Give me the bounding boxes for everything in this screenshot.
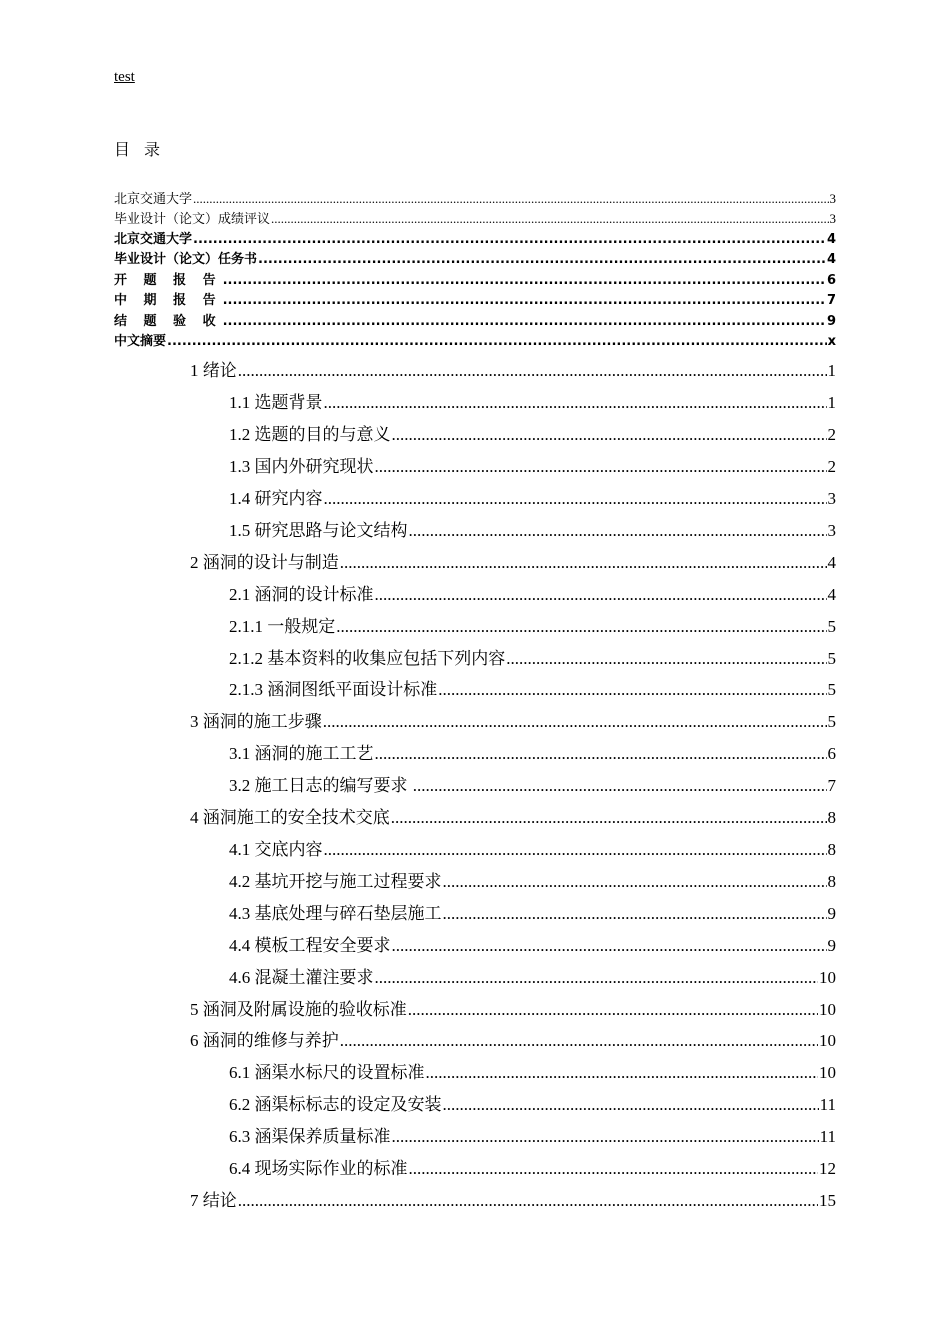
toc-entry-page: 3: [829, 211, 836, 226]
toc-entry-page: 8: [827, 872, 836, 891]
toc-title: 目录: [114, 142, 175, 159]
toc-leader: [375, 965, 819, 991]
toc-entry[interactable]: [229, 869, 836, 895]
toc-leader: [223, 312, 826, 332]
toc-entry-page: x: [827, 334, 836, 349]
toc-entry-label: 7 结论: [190, 1191, 237, 1210]
toc-entry[interactable]: [114, 271, 836, 291]
toc-entry[interactable]: [114, 209, 836, 229]
toc-entry-page: 8: [827, 840, 836, 859]
toc-entry-label: 1 绪论: [190, 361, 237, 380]
toc-leader: [258, 250, 826, 270]
toc-entry-label: 中文摘要: [114, 334, 167, 349]
toc-entry-label: 北京交通大学: [114, 191, 193, 206]
toc-entry-label: 4.1 交底内容: [229, 840, 323, 859]
toc-entry-page: 4: [826, 232, 836, 247]
toc-entry-page: 3: [829, 191, 836, 206]
toc-leader: [391, 805, 827, 831]
toc-entry-page: 5: [827, 649, 836, 668]
toc-entry[interactable]: [229, 901, 836, 927]
toc-entry-label: 4.2 基坑开挖与施工过程要求: [229, 872, 442, 891]
toc-entry-page: 10: [819, 1000, 836, 1019]
toc-entry[interactable]: [229, 1060, 836, 1086]
toc-entry-label: 4 涵洞施工的安全技术交底: [190, 808, 390, 827]
toc-leader: [375, 454, 827, 480]
toc-entry-label: 1.3 国内外研究现状: [229, 457, 374, 476]
toc-leader: [336, 614, 826, 640]
toc-entry[interactable]: [229, 646, 836, 672]
toc-leader: [413, 773, 827, 799]
toc-entry-page: 15: [819, 1191, 836, 1210]
toc-entry-label: 2.1.2 基本资料的收集应包括下列内容: [229, 649, 506, 668]
toc-entry[interactable]: [229, 965, 836, 991]
toc-entry[interactable]: [190, 1188, 836, 1214]
toc-leader: [324, 390, 827, 416]
header-link[interactable]: test: [114, 69, 135, 85]
toc-entry-label: 6.1 涵渠水标尺的设置标准: [229, 1063, 425, 1082]
toc-entry-label: 2.1.3 涵洞图纸平面设计标准: [229, 680, 438, 699]
toc-entry[interactable]: [229, 741, 836, 767]
toc-entry-page: 5: [827, 712, 836, 731]
toc-entry-label: 5 涵洞及附属设施的验收标准: [190, 1000, 407, 1019]
toc-leader: [324, 486, 827, 512]
toc-leader: [409, 1156, 819, 1182]
toc-entry[interactable]: [190, 997, 836, 1023]
toc-entry[interactable]: [114, 312, 836, 332]
toc-entry-page: 10: [819, 968, 836, 987]
toc-leader: [193, 189, 828, 209]
toc-entry[interactable]: [229, 486, 836, 512]
toc-entry-label: 毕业设计（论文）成绩评议: [114, 211, 271, 226]
toc-entry[interactable]: [229, 1092, 836, 1118]
toc-leader: [340, 1028, 818, 1054]
toc-entry-label: 开 题 报 告: [114, 273, 222, 288]
toc-entry[interactable]: [229, 614, 836, 640]
toc-entry-page: 8: [827, 808, 836, 827]
toc-entry-page: 7: [827, 776, 836, 795]
toc-entry-page: 10: [819, 1031, 836, 1050]
toc-entry-label: 毕业设计（论文）任务书: [114, 252, 258, 267]
toc-leader: [443, 901, 827, 927]
toc-entry[interactable]: [229, 773, 836, 799]
toc-entry[interactable]: [114, 189, 836, 209]
toc-leader: [426, 1060, 819, 1086]
toc-entry[interactable]: [229, 390, 836, 416]
toc-entry-label: 4.3 基底处理与碎石垫层施工: [229, 904, 442, 923]
toc-leader: [392, 1124, 819, 1150]
toc-entry[interactable]: [229, 1124, 836, 1150]
toc-entry-label: 结 题 验 收: [114, 314, 222, 329]
toc-entry-label: 1.5 研究思路与论文结构: [229, 521, 408, 540]
toc-leader: [443, 869, 827, 895]
toc-entry[interactable]: [190, 550, 836, 576]
toc-entry-label: 2.1.1 一般规定: [229, 617, 336, 636]
toc-entry[interactable]: [114, 250, 836, 270]
toc-leader: [438, 677, 826, 703]
toc-leader: [223, 271, 826, 291]
toc-leader: [375, 582, 827, 608]
toc-entry-page: 5: [827, 680, 836, 699]
toc-entry-label: 2.1 涵洞的设计标准: [229, 585, 374, 604]
toc-entry-page: 11: [819, 1095, 836, 1114]
toc-entry[interactable]: [190, 1028, 836, 1054]
toc-entry-page: 6: [827, 744, 836, 763]
toc-entry-label: 6.3 涵渠保养质量标准: [229, 1127, 391, 1146]
toc-entry-page: 10: [819, 1063, 836, 1082]
toc-leader: [340, 550, 827, 576]
toc-entry-page: 12: [819, 1159, 836, 1178]
toc-entry-page: 3: [827, 489, 836, 508]
toc-leader: [409, 518, 827, 544]
toc-entry-label: 6.4 现场实际作业的标准: [229, 1159, 408, 1178]
toc-leader: [271, 209, 828, 229]
toc-entry-label: 6 涵洞的维修与养护: [190, 1031, 339, 1050]
toc-entry-label: 3.2 施工日志的编写要求: [229, 776, 412, 795]
toc-entry[interactable]: [190, 805, 836, 831]
toc-entry-label: 1.2 选题的目的与意义: [229, 425, 391, 444]
toc-entry[interactable]: [229, 422, 836, 448]
toc-entry[interactable]: [114, 291, 836, 311]
toc-leader: [375, 741, 827, 767]
toc-entry-label: 3 涵洞的施工步骤: [190, 712, 322, 731]
toc-entry-label: 中 期 报 告: [114, 293, 222, 308]
toc-entry[interactable]: [229, 582, 836, 608]
toc-leader: [392, 933, 827, 959]
toc-entry-page: 6: [826, 273, 836, 288]
toc-entry[interactable]: [229, 1156, 836, 1182]
toc-entry-page: 9: [827, 936, 836, 955]
toc-entry[interactable]: [229, 454, 836, 480]
toc-entry-label: 北京交通大学: [114, 232, 193, 247]
toc-entry[interactable]: [190, 358, 836, 384]
toc-entry-label: 1.1 选题背景: [229, 393, 323, 412]
toc-entry-label: 3.1 涵洞的施工工艺: [229, 744, 374, 763]
toc-leader: [408, 997, 818, 1023]
toc-entry[interactable]: [190, 709, 836, 735]
toc-entry[interactable]: [229, 677, 836, 703]
toc-entry-label: 1.4 研究内容: [229, 489, 323, 508]
toc-entry-label: 6.2 涵渠标标志的设定及安装: [229, 1095, 442, 1114]
toc-entry-page: 9: [827, 904, 836, 923]
toc-leader: [392, 422, 827, 448]
toc-entry-page: 4: [827, 553, 836, 572]
toc-entry[interactable]: [114, 230, 836, 250]
toc-leader: [323, 709, 827, 735]
toc-entry[interactable]: [114, 332, 836, 352]
toc-leader: [193, 230, 826, 250]
toc-leader: [324, 837, 827, 863]
toc-entry[interactable]: [229, 933, 836, 959]
toc-leader: [238, 358, 827, 384]
toc-entry-page: 9: [826, 314, 836, 329]
toc-leader: [238, 1188, 818, 1214]
toc-leader: [506, 646, 826, 672]
toc-leader: [223, 291, 826, 311]
toc-leader: [443, 1092, 819, 1118]
toc-entry-page: 3: [827, 521, 836, 540]
toc-entry-page: 7: [826, 293, 836, 308]
toc-entry-page: 5: [827, 617, 836, 636]
toc-entry-page: 2: [827, 425, 836, 444]
toc-entry-label: 4.4 模板工程安全要求: [229, 936, 391, 955]
toc-entry-label: 2 涵洞的设计与制造: [190, 553, 339, 572]
toc-entry-page: 4: [827, 585, 836, 604]
toc-entry-page: 1: [827, 393, 836, 412]
toc-entry[interactable]: [229, 518, 836, 544]
toc-leader: [167, 332, 827, 352]
toc-entry-page: 2: [827, 457, 836, 476]
toc-entry[interactable]: [229, 837, 836, 863]
toc-entry-label: 4.6 混凝土灌注要求: [229, 968, 374, 987]
toc-entry-page: 1: [827, 361, 836, 380]
toc-entry-page: 4: [826, 252, 836, 267]
toc-entry-page: 11: [819, 1127, 836, 1146]
